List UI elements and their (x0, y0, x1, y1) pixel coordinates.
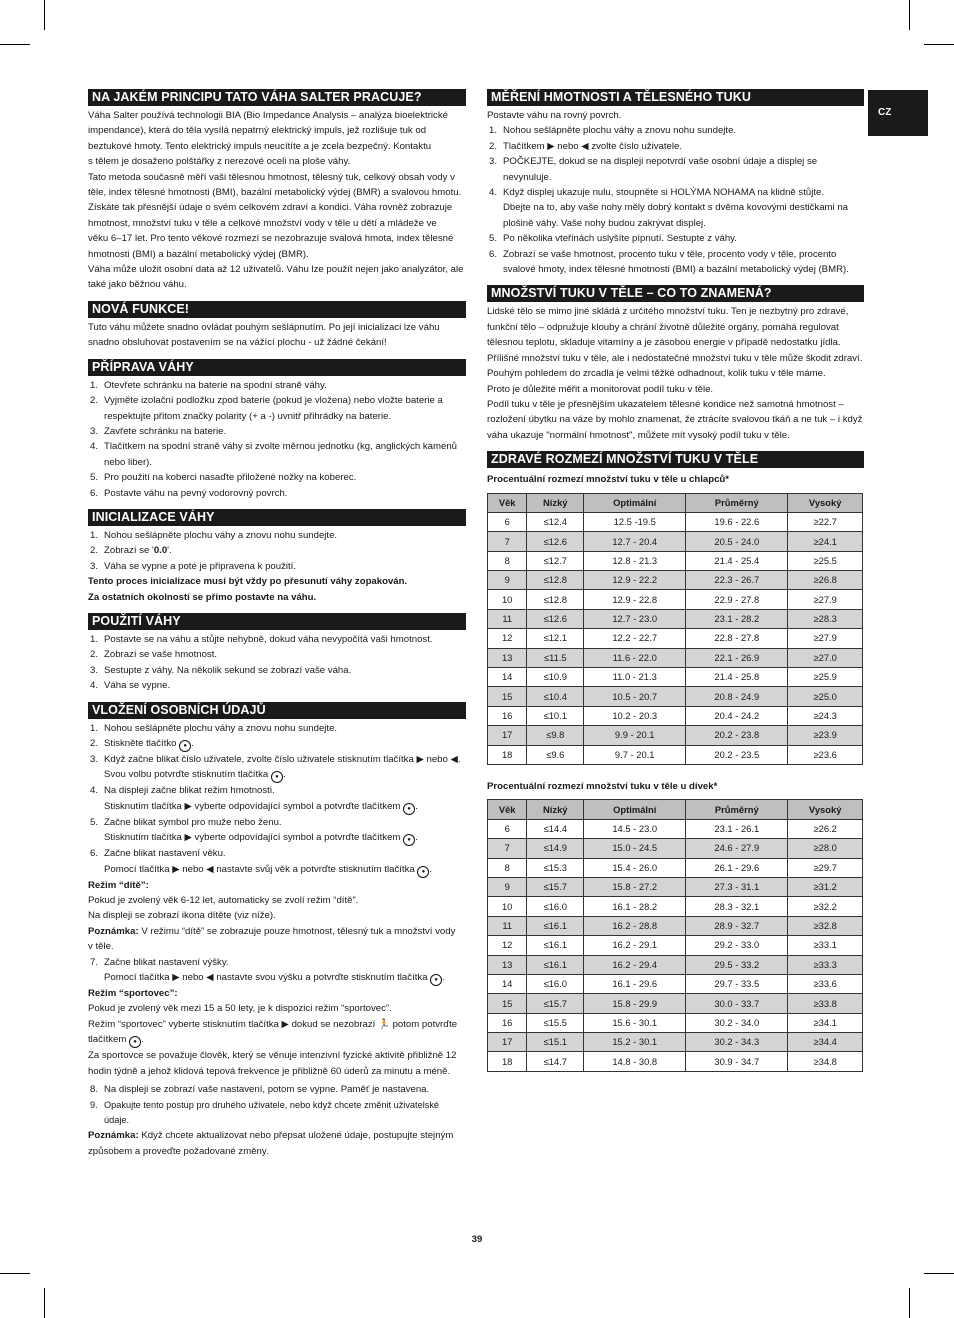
table-cell: 14 (488, 974, 527, 993)
table-cell: 18 (488, 1052, 527, 1071)
table-row (488, 648, 863, 667)
list-item: 1. Nohou sešlápněte plochu váhy a znovu nohu sundejte. (489, 125, 737, 137)
table-cell: ≥34.8 (788, 1052, 863, 1071)
table-row (488, 590, 863, 609)
text-line: Proto je důležité měřit a monitorovat podíl tuku v těle. (487, 383, 714, 395)
list-item: 1. Nohou sešlápněte plochu váhy a znovu nohu sundejte. (90, 722, 338, 734)
table-row (488, 687, 863, 706)
list-item: 3. Když začne blikat číslo uživatele, zvolte číslo uživatele stisknutím tlačítka ▶ nebo ◀. Svou volbu potvrďte stisknutím tlačítka ● . (88, 752, 466, 783)
table-cell: ≥24.1 (788, 532, 863, 551)
table-cell: ≤15.3 (527, 858, 584, 877)
list-item: 6. Postavte váhu na pevný vodorovný povrch. (90, 487, 288, 499)
table-cell: ≤9.6 (527, 745, 584, 764)
column-header: Věk (488, 800, 527, 819)
numbered-list (88, 1082, 466, 1128)
list-item: 3. Sestupte z váhy. Na několik sekund se zobrazí vaše váha. (90, 664, 352, 676)
table-cell: 15.8 - 27.2 (584, 877, 686, 896)
list-item: 5. Začne blikat symbol pro muže nebo ženu. Stisknutím tlačítka ▶ vyberte odpovídající symbol a potvrďte tlačítkem ● . (88, 815, 466, 846)
list-item: 3. Váha se vypne a poté je připravena k použití. (90, 560, 296, 572)
list-item: 2. Vyjměte izolační podložku zpod baterie (pokud je vložena) nebo vložte baterie a respektujte přitom značky polarity (+ a -) uvnitř přihrádky na baterie. (90, 395, 443, 422)
table-row (488, 512, 863, 531)
table-cell: ≤16.0 (527, 974, 584, 993)
text-line: Tato metoda současně měří vaši tělesnou hmotnost, tělesný tuk, celkový obsah vody v (88, 171, 455, 183)
table-cell: ≤10.4 (527, 687, 584, 706)
table-cell: 29.2 - 33.0 (686, 936, 788, 955)
text-line: Váha Salter používá technologii BIA (Bio Impedance Analysis – analýza bioelektrické (88, 110, 448, 121)
table-row (488, 994, 863, 1013)
table-cell: ≤14.4 (527, 819, 584, 838)
table-row (488, 551, 863, 570)
table-row (488, 858, 863, 877)
set-button-icon: ● (417, 866, 429, 878)
table-row (488, 571, 863, 590)
table-cell: 12.8 - 21.3 (584, 551, 686, 570)
table-row (488, 668, 863, 687)
table-cell: 28.9 - 32.7 (686, 916, 788, 935)
table-cell: ≥29.7 (788, 858, 863, 877)
language-tab: CZ (868, 90, 928, 136)
section-mereni: MĚŘENÍ HMOTNOSTI A TĚLESNÉHO TUKU Postavte váhu na rovný povrch. 1. Nohou sešlápněte plochu váhy a znovu nohu sundejte. 2. Tlačítkem ▶ nebo ◀ zvolte číslo uživatele. 3. POČKEJTE, dokud se na displeji nepotvrdí vaše osobní údaje a displej se nevynuluje. 4. Když displej ukazuje nulu, stoupněte si HOLÝMA NOHAMA na klidně stůjte. Dbejte na to, aby vaše nohy měly dobrý kontakt s dvěma kovovými destičkami na plošině váhy. Vaše nohy budou zakrývat displej. 5. Po několika vteřinách uslyšíte pípnutí. Sestupte z váhy. 6. Zobrazí se vaše hmotnost, procento tuku v těle, procento vody v těle, procento svalové hmoty, index tělesné hmotnosti (BMI) a bazální metabolický výdej (BMR). (487, 89, 864, 277)
numbered-list (88, 378, 466, 501)
table-cell: ≤9.8 (527, 726, 584, 745)
table-cell: ≥26.2 (788, 819, 863, 838)
table-cell: ≤15.7 (527, 994, 584, 1013)
text-line: Podíl tuku v těle je přesnějším ukazatelem tělesné kondice než samotná hmotnost – (487, 398, 844, 410)
table-cell: 24.6 - 27.9 (686, 839, 788, 858)
table-cell: 9 (488, 571, 527, 590)
table-cell: ≤11.5 (527, 648, 584, 667)
table-cell: ≥25.9 (788, 668, 863, 687)
text-line: věku 6–17 let. Pro tento věkové rozmezí se nezobrazuje svalová hmota, index tělesné (88, 233, 454, 245)
table-header-row (488, 493, 863, 512)
table-cell: 12.7 - 20.4 (584, 532, 686, 551)
section-priprava (88, 359, 466, 501)
table-cell: ≥22.7 (788, 512, 863, 531)
right-column (487, 89, 864, 1080)
column-header: Průměrný (686, 493, 788, 512)
set-button-icon: ● (179, 740, 191, 752)
table-cell: 22.1 - 26.9 (686, 648, 788, 667)
table-cell: 16.2 - 28.8 (584, 916, 686, 935)
set-button-icon: ● (403, 834, 415, 846)
table-cell: 29.7 - 33.5 (686, 974, 788, 993)
table-cell: ≤12.8 (527, 571, 584, 590)
table-cell: ≥33.6 (788, 974, 863, 993)
table-cell: 12.5 -19.5 (584, 512, 686, 531)
table-caption: Procentuální rozmezí množství tuku v těle u dívek* (487, 781, 718, 792)
table-row (488, 629, 863, 648)
table-cell: 12 (488, 936, 527, 955)
set-button-icon: ● (129, 1036, 141, 1048)
list-item: 4. Na displeji začne blikat režim hmotnosti. Stisknutím tlačítka ▶ vyberte odpovídající symbol a potvrďte tlačítkem ● . (88, 783, 466, 814)
table-cell: 8 (488, 551, 527, 570)
list-item: 4. Když displej ukazuje nulu, stoupněte si HOLÝMA NOHAMA na klidně stůjte. Dbejte na to, aby vaše nohy měly dobrý kontakt s dvěma kovovými destičkami na plošině váhy. Vaše nohy budou zakrývat displej. (489, 187, 849, 229)
table-row (488, 839, 863, 858)
list-item: 9. Opakujte tento postup pro druhého uživatele, nebo když chcete změnit uživatelské údaje. (90, 1099, 440, 1125)
table-cell: 12.9 - 22.2 (584, 571, 686, 590)
table-cell: ≥24.3 (788, 706, 863, 725)
section-title: INICIALIZACE VÁHY (88, 509, 466, 526)
table-cell: 15.0 - 24.5 (584, 839, 686, 858)
table-cell: 15.6 - 30.1 (584, 1013, 686, 1032)
table-cell: 11 (488, 609, 527, 628)
table-cell: ≤12.4 (527, 512, 584, 531)
table-row (488, 706, 863, 725)
section-princip (88, 89, 466, 293)
table-cell: ≤15.1 (527, 1033, 584, 1052)
table-cell: ≤12.1 (527, 629, 584, 648)
numbered-list (88, 528, 466, 574)
table-cell: ≥27.0 (788, 648, 863, 667)
table-cell: 16.2 - 29.1 (584, 936, 686, 955)
display-value: 0.0 (153, 545, 168, 557)
subheading: Režim “dítě”: (88, 879, 149, 891)
table-cell: ≤16.1 (527, 916, 584, 935)
table-cell: ≥33.1 (788, 936, 863, 955)
table-cell: 12.9 - 22.8 (584, 590, 686, 609)
column-header: Nízký (527, 493, 584, 512)
table-cell: 7 (488, 532, 527, 551)
table-cell: ≥25.5 (788, 551, 863, 570)
list-item: 2. Zobrazí se vaše hmotnost. (90, 649, 218, 661)
table-cell: 9.9 - 20.1 (584, 726, 686, 745)
table-body (488, 819, 863, 1071)
table-row (488, 1033, 863, 1052)
table-cell: 11.6 - 22.0 (584, 648, 686, 667)
table-cell: ≥32.2 (788, 897, 863, 916)
table-row (488, 1013, 863, 1032)
set-button-icon: ● (271, 771, 283, 783)
section-body (88, 320, 466, 351)
table-cell: ≥28.3 (788, 609, 863, 628)
column-header: Věk (488, 493, 527, 512)
table-cell: ≤14.7 (527, 1052, 584, 1071)
section-vlozeni: VLOŽENÍ OSOBNÍCH ÚDAJŮ 1. Nohou sešlápněte plochu váhy a znovu nohu sundejte. 2. Stiskněte tlačítko ● . 3. Když začne blikat číslo uživatele, zvolte číslo uživatele stisknutím tlačítka ▶ nebo ◀. Svou volbu potvrďte stisknutím tlačítka ● . 4. Na displeji začne blikat režim hmotnosti. Stisknutím tlačítka ▶ vyberte odpovídající symbol a potvrďte tlačítkem ● . 5. Začne blikat symbol pro muže nebo ženu. Stisknutím tlačítka ▶ vyberte odpovídající symbol a potvrďte tlačítkem ● . 6. Začne blikat nastavení věku. Pomocí tlačítka ▶ nebo ◀ nastavte svůj věk a potvrďte stisknutím tlačítka ● . Režim “dítě”: Pokud je zvolený věk 6-12 let, automaticky se zvolí režim “dítě”. Na displeji se zobrazí ikona dítěte (viz níže). Poznámka: V režimu “dítě” se zobrazuje pouze hmotnost, tělesný tuk a množství vody v těle. 7. Začne blikat nastavení výšky. Pomocí tlačítka ▶ nebo ◀ nastavte svou výšku a potvrďte stisknutím tlačítka ● . Režim “sportovec”: Pokud je zvolený věk mezi 15 a 50 lety, je k dispozici režim “sportovec”. Režim “sportovec” vyberte stisknutím tlačítka ▶ dokud se nezobrazí 🏃 potom potvrďte tlačítkem ● . Za sportovce se považuje člověk, který se věnuje intenzivní fyzické aktivitě přibližně 12 hodin týdně a jehož klidová tepová frekvence je přibližně 60 úderů za minutu a méně. 8. Na displeji se zobrazí vaše nastavení, potom se vypne. Paměť je nastavena. 9. Opakujte tento postup pro druhého uživatele, nebo když chcete změnit uživatelské údaje. Poznámka: Když chcete aktualizovat nebo přepsat uložené údaje, postupujte stejným způsobem a proveďte požadované změny. (88, 702, 466, 1160)
table-cell: ≤12.8 (527, 590, 584, 609)
section-mnozstvi (487, 285, 864, 443)
table-cell: 9.7 - 20.1 (584, 745, 686, 764)
list-item: 1. Nohou sešlápněte plochu váhy a znovu nohu sundejte. (90, 529, 338, 541)
text-line: těle, index tělesné hmotnosti (BMI), bazální metabolický výdej (BMR) a svalovou hmotu. (88, 187, 462, 199)
list-item: 2. Zobrazí se '0.0'. (90, 545, 172, 557)
table-cell: 23.1 - 28.2 (686, 609, 788, 628)
table-cell: 30.0 - 33.7 (686, 994, 788, 1013)
table-cell: ≤10.1 (527, 706, 584, 725)
table-row (488, 897, 863, 916)
table-cell: 29.5 - 33.2 (686, 955, 788, 974)
table-cell: 20.2 - 23.5 (686, 745, 788, 764)
numbered-list (88, 632, 466, 694)
numbered-list (487, 123, 864, 277)
text-line: Pouhým pohledem do zrcadla je velmi těžké odhadnout, kolik tuku v těle máme. (487, 368, 826, 380)
table-cell: ≥31.2 (788, 877, 863, 896)
table-cell: 11 (488, 916, 527, 935)
table-cell: 12 (488, 629, 527, 648)
crop-mark (0, 44, 30, 45)
table-caption: Procentuální rozmezí množství tuku v těle u chlapců* (487, 474, 730, 486)
subheading: Režim “sportovec”: (88, 988, 178, 1000)
list-item: 8. Na displeji se zobrazí vaše nastavení, potom se vypne. Paměť je nastavena. (90, 1084, 430, 1096)
section-pouziti (88, 613, 466, 694)
table-cell: 12.2 - 22.7 (584, 629, 686, 648)
text-line: Přílišné množství tuku v těle, ale i nedostatečné množství tuku v těle může škodit zdraví. (487, 352, 863, 364)
section-body (88, 108, 466, 293)
table-cell: ≤15.5 (527, 1013, 584, 1032)
table-cell: 10 (488, 897, 527, 916)
table-cell: 16 (488, 706, 527, 725)
list-item: 4. Váha se vypne. (90, 680, 171, 692)
table-cell: 10.2 - 20.3 (584, 706, 686, 725)
text-line: Váha může uložit osobní data až 12 uživatelů. Váhu lze použít nejen jako analyzátor, ale (88, 264, 464, 276)
text-line: hmotnost, množství tuku v těle a celkové množství vody v těle u dětí a mládeže ve (88, 217, 437, 229)
list-item: 7. Začne blikat nastavení výšky. Pomocí tlačítka ▶ nebo ◀ nastavte svou výšku a potvrďte stisknutím tlačítka ● . (88, 955, 466, 986)
table-cell: 20.4 - 24.2 (686, 706, 788, 725)
table-cell: ≥25.0 (788, 687, 863, 706)
table-cell: 22.9 - 27.8 (686, 590, 788, 609)
boys-fat-table (487, 493, 863, 765)
text-line: váha ukazuje "normální hmotnost", můžete mít vysoký podíl tuku v těle. (487, 429, 790, 441)
text-line: také jako běžnou váhu. (88, 279, 187, 291)
list-item: 2. Tlačítkem ▶ nebo ◀ zvolte číslo uživatele. (489, 140, 682, 152)
section-title: MNOŽSTVÍ TUKU V TĚLE – CO TO ZNAMENÁ? (487, 285, 864, 302)
table-cell: 13 (488, 648, 527, 667)
table-cell: 16.1 - 29.6 (584, 974, 686, 993)
list-item: 6. Začne blikat nastavení věku. Pomocí tlačítka ▶ nebo ◀ nastavte svůj věk a potvrďte stisknutím tlačítka ● . (88, 846, 466, 877)
table-cell: ≥27.9 (788, 590, 863, 609)
text-line: Tuto váhu můžete snadno ovládat pouhým sešlápnutím. Po její inicializaci lze váhu (88, 321, 440, 333)
crop-mark (44, 1288, 45, 1318)
table-cell: 14.5 - 23.0 (584, 819, 686, 838)
table-cell: 15.4 - 26.0 (584, 858, 686, 877)
list-item: 2. Stiskněte tlačítko ● . (88, 736, 466, 752)
table-row (488, 1052, 863, 1071)
table-cell: 10.5 - 20.7 (584, 687, 686, 706)
column-header: Optimální (584, 493, 686, 512)
table-cell: 23.1 - 26.1 (686, 819, 788, 838)
bold-note: Za ostatních okolností se přímo postavte na váhu. (88, 591, 317, 603)
table-cell: 9 (488, 877, 527, 896)
numbered-list (88, 955, 466, 986)
table-cell: 26.1 - 29.6 (686, 858, 788, 877)
table-cell: 30.2 - 34.0 (686, 1013, 788, 1032)
table-cell: 17 (488, 1033, 527, 1052)
table-cell: 15 (488, 994, 527, 1013)
girls-fat-table (487, 799, 863, 1071)
table-cell: ≥34.1 (788, 1013, 863, 1032)
table-cell: 22.3 - 26.7 (686, 571, 788, 590)
section-title: POUŽITÍ VÁHY (88, 613, 466, 630)
section-title: ZDRAVÉ ROZMEZÍ MNOŽSTVÍ TUKU V TĚLE (487, 451, 864, 468)
table-cell: 28.3 - 32.1 (686, 897, 788, 916)
section-title: MĚŘENÍ HMOTNOSTI A TĚLESNÉHO TUKU (487, 89, 864, 106)
table-row (488, 916, 863, 935)
table-cell: ≥33.3 (788, 955, 863, 974)
table-cell: 15.2 - 30.1 (584, 1033, 686, 1052)
table-cell: ≥23.6 (788, 745, 863, 764)
table-row (488, 609, 863, 628)
table-cell: ≤15.7 (527, 877, 584, 896)
table-cell: ≥23.9 (788, 726, 863, 745)
table-cell: 20.5 - 24.0 (686, 532, 788, 551)
table-row (488, 936, 863, 955)
text-line: Lidské tělo se mimo jiné skládá z určitého množství tuku. Ten je nezbytný pro zdravé, (487, 306, 849, 318)
bold-note: Tento proces inicializace musí být vždy po přesunutí váhy zopakován. (88, 576, 408, 588)
table-cell: 18 (488, 745, 527, 764)
column-header: Vysoký (788, 493, 863, 512)
section-nova-funkce (88, 301, 466, 351)
table-cell: 17 (488, 726, 527, 745)
text-line: snadno obsluhovat postavením se na vážící plochu - už žádné čekání! (88, 337, 387, 349)
section-title: VLOŽENÍ OSOBNÍCH ÚDAJŮ (88, 702, 466, 719)
table-cell: ≤16.1 (527, 936, 584, 955)
section-inicializace (88, 509, 466, 605)
table-cell: 21.4 - 25.4 (686, 551, 788, 570)
table-cell: 7 (488, 839, 527, 858)
table-cell: 12.7 - 23.0 (584, 609, 686, 628)
table-cell: ≤12.6 (527, 609, 584, 628)
table-cell: 10 (488, 590, 527, 609)
section-title: NA JAKÉM PRINCIPU TATO VÁHA SALTER PRACUJE? (88, 89, 466, 106)
list-item: 6. Zobrazí se vaše hmotnost, procento tuku v těle, procento vody v těle, procento svalové hmoty, index tělesné hmotnosti (BMI) a bazální metabolický výdej (BMR). (489, 248, 849, 276)
list-item: 5. Pro použití na koberci nasaďte přiložené nožky na koberec. (90, 472, 357, 484)
text-line: funkční tělo – odpružuje klouby a chrání životně důležité orgány, pomáhá regulovat (487, 321, 839, 333)
table-row (488, 955, 863, 974)
table-cell: 16.2 - 29.4 (584, 955, 686, 974)
table-row (488, 974, 863, 993)
table-cell: 13 (488, 955, 527, 974)
table-cell: ≥26.8 (788, 571, 863, 590)
table-cell: 11.0 - 21.3 (584, 668, 686, 687)
table-cell: ≥33.8 (788, 994, 863, 1013)
set-button-icon: ● (403, 803, 415, 815)
crop-mark (909, 0, 910, 30)
table-row (488, 745, 863, 764)
table-cell: 15 (488, 687, 527, 706)
text-line: hmotnosti (BMI) a bazální metabolický výdej (BMR). (88, 248, 309, 260)
column-header: Vysoký (788, 800, 863, 819)
section-body (487, 304, 864, 443)
section-title: NOVÁ FUNKCE! (88, 301, 466, 318)
table-body (488, 512, 863, 764)
table-cell: 14.8 - 30.8 (584, 1052, 686, 1071)
table-row (488, 877, 863, 896)
table-row (488, 726, 863, 745)
column-header: Průměrný (686, 800, 788, 819)
page-number: 39 (471, 1234, 483, 1245)
table-cell: 8 (488, 858, 527, 877)
table-cell: 14 (488, 668, 527, 687)
table-cell: ≤10.9 (527, 668, 584, 687)
text-line: impendance), která do těla vysílá nepatrný elektrický impuls, jež rozlišuje tuk od (88, 125, 427, 137)
column-header: Nízký (527, 800, 584, 819)
table-cell: 6 (488, 512, 527, 531)
text-line: s tělem je dosaženo polštářky z nerezové oceli na ploše váhy. (88, 156, 351, 168)
list-item: 1. Postavte se na váhu a stůjte nehybně, dokud váha nevypočítá vaši hmotnost. (90, 633, 433, 645)
text-line: beztukové hmoty. Tento elektrický impuls neucítíte a je zcela bezpečný. Kontaktu (88, 140, 432, 152)
crop-mark (44, 0, 45, 30)
table-cell: ≥27.9 (788, 629, 863, 648)
crop-mark (0, 1273, 30, 1274)
column-header: Optimální (584, 800, 686, 819)
table-cell: ≥28.0 (788, 839, 863, 858)
table-cell: 30.2 - 34.3 (686, 1033, 788, 1052)
table-cell: ≤12.7 (527, 551, 584, 570)
table-cell: 27.3 - 31.1 (686, 877, 788, 896)
section-title: PŘÍPRAVA VÁHY (88, 359, 466, 376)
list-item: 3. POČKEJTE, dokud se na displeji nepotvrdí vaše osobní údaje a displej se nevynuluje. (489, 156, 818, 183)
left-column (88, 89, 466, 1167)
list-item: 4. Tlačítkem na spodní straně váhy si zvolte měrnou jednotku (kg, anglických kamenů nebo liber). (90, 441, 458, 468)
table-cell: 30.9 - 34.7 (686, 1052, 788, 1071)
table-cell: 15.8 - 29.9 (584, 994, 686, 1013)
table-cell: ≥34.4 (788, 1033, 863, 1052)
table-cell: ≥32.8 (788, 916, 863, 935)
table-cell: 19.6 - 22.6 (686, 512, 788, 531)
text-line: Získáte tak přesnější údaje o svém celkovém zdraví a kondici. Váha rovněž zobrazuje (88, 202, 453, 214)
text-line: tělesnou teplotu, skladuje vitamíny a je zásobou energie v případě nedostatku jídla. (487, 337, 841, 349)
table-cell: ≤14.9 (527, 839, 584, 858)
crop-mark (924, 44, 954, 45)
table-header-row (488, 800, 863, 819)
table-row (488, 819, 863, 838)
table-cell: ≤12.6 (527, 532, 584, 551)
crop-mark (909, 1288, 910, 1318)
table-cell: ≤16.1 (527, 955, 584, 974)
list-item: 1. Otevřete schránku na baterie na spodní straně váhy. (90, 379, 327, 391)
table-cell: 22.8 - 27.8 (686, 629, 788, 648)
table-cell: 6 (488, 819, 527, 838)
table-cell: 21.4 - 25.8 (686, 668, 788, 687)
section-zdrave (487, 451, 864, 1072)
text-line: rozložení úbytku na váze by mohlo znamenat, že ztrácíte svalovou tkáň a ne tuk – i když (487, 414, 863, 426)
table-cell: ≤16.0 (527, 897, 584, 916)
table-cell: 20.2 - 23.8 (686, 726, 788, 745)
list-item: 5. Po několika vteřinách uslyšíte pípnutí. Sestupte z váhy. (489, 233, 737, 245)
table-row (488, 532, 863, 551)
table-cell: 20.8 - 24.9 (686, 687, 788, 706)
list-item: 3. Zavřete schránku na baterie. (90, 425, 227, 437)
table-cell: 16.1 - 28.2 (584, 897, 686, 916)
set-button-icon: ● (430, 974, 442, 986)
crop-mark (924, 1273, 954, 1274)
numbered-list (88, 721, 466, 878)
table-cell: 16 (488, 1013, 527, 1032)
